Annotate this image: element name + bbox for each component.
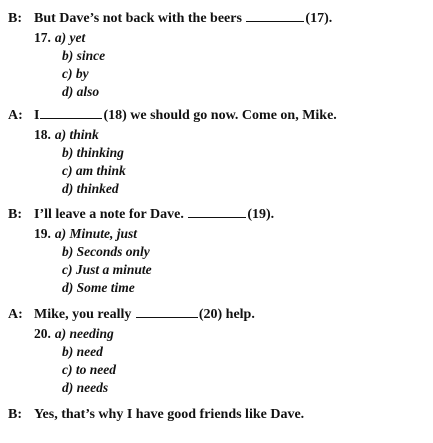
question-number: 17. xyxy=(34,30,51,45)
dialogue-text-before: I’ll leave a note for Dave. xyxy=(34,207,184,222)
dialogue-text-before: I xyxy=(34,108,40,123)
dialogue-text-before: Mike, you really xyxy=(34,307,132,322)
option-b: b) thinking xyxy=(62,145,124,160)
dialogue-text-after: (18) we should go now. Come on, Mike. xyxy=(103,108,337,123)
option-d: d) also xyxy=(62,84,100,99)
dialogue-line-19 xyxy=(8,204,274,224)
dialogue-line-18 xyxy=(8,105,337,125)
question-number: 19. xyxy=(34,226,51,241)
option-a: a) yet xyxy=(54,30,86,45)
option-b: b) Seconds only xyxy=(62,244,150,259)
question-18 xyxy=(34,126,99,144)
speaker-label: B: xyxy=(8,207,22,222)
speaker-label: B: xyxy=(8,407,22,422)
answer-blank-17 xyxy=(246,8,304,22)
question-number: 18. xyxy=(34,127,51,142)
question-17 xyxy=(34,29,85,47)
answer-blank-20 xyxy=(136,304,198,318)
dialogue-line-17 xyxy=(8,8,332,28)
option-d: d) thinked xyxy=(62,181,119,196)
question-19 xyxy=(34,225,137,243)
answer-blank-19 xyxy=(188,204,246,218)
option-b: b) since xyxy=(62,48,106,63)
option-c: c) Just a minute xyxy=(62,262,152,277)
dialogue-text-before: But Dave’s not back with the beers xyxy=(34,11,242,26)
question-20 xyxy=(34,325,114,343)
option-b: b) need xyxy=(62,344,103,359)
option-a: a) think xyxy=(54,127,99,142)
speaker-label: A: xyxy=(8,307,23,322)
option-d: d) needs xyxy=(62,380,109,395)
option-c: c) to need xyxy=(62,362,116,377)
speaker-label: A: xyxy=(8,108,23,123)
option-d: d) Some time xyxy=(62,280,135,295)
dialogue-text-after: (19). xyxy=(247,207,275,222)
question-number: 20. xyxy=(34,326,51,341)
option-a: a) Minute, just xyxy=(54,226,138,241)
speaker-label: B: xyxy=(8,11,22,26)
answer-blank-18 xyxy=(40,105,102,119)
option-a: a) needing xyxy=(54,326,114,341)
dialogue-text-after: (17). xyxy=(305,11,333,26)
dialogue-text: Yes, that’s why I have good friends like Dave. xyxy=(34,407,305,422)
option-c: c) am think xyxy=(62,163,126,178)
dialogue-line-20 xyxy=(8,304,255,324)
option-c: c) by xyxy=(62,66,89,81)
dialogue-text-after: (20) help. xyxy=(198,307,255,322)
dialogue-line-final xyxy=(8,406,304,424)
